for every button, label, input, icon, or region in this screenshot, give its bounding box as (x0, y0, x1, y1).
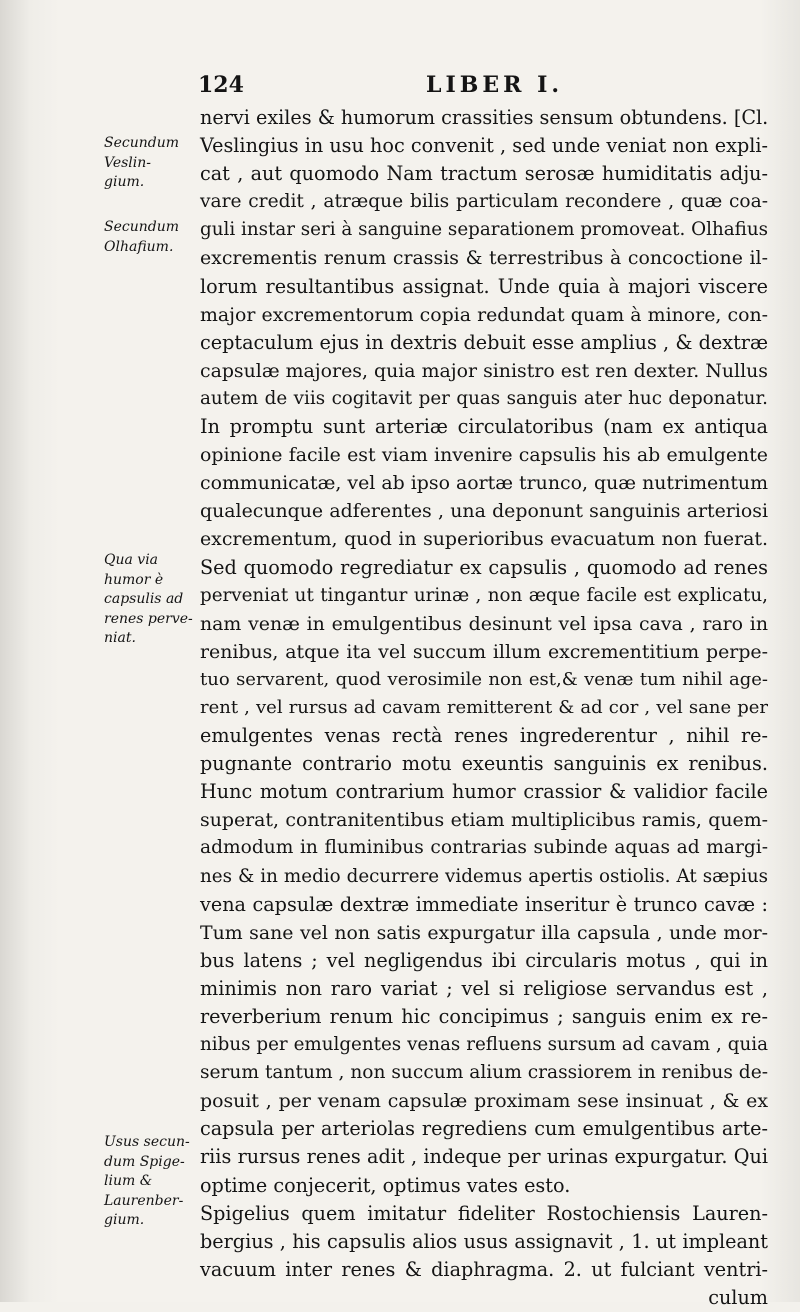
text-line: qualecunque adferentes , una deponunt sanguinis arteriosi (200, 500, 768, 523)
page-header (196, 72, 756, 102)
text-line: capsulæ majores, quia major sinistro est ren dexter. Nullus (200, 359, 768, 382)
margin-note-line: humor è (104, 571, 164, 588)
text-line: autem de viis cogitavit per quas sanguis ater huc deponatur. (200, 387, 768, 409)
margin-note-line: renes perve- (104, 610, 193, 627)
text-line: nes & in medio decurrere videmus apertis ostiolis. At sæpius (200, 865, 768, 887)
text-line: admodum in fluminibus contrarias subinde aquas ad margi- (200, 837, 768, 859)
text-line: Spigelius quem imitatur fideliter Rostochiensis Lauren- (200, 1201, 768, 1225)
text-line: tuo servarent, quod verosimile non est,& venæ tum nihil age- (200, 668, 768, 690)
text-line: rent , vel rursus ad cavam remitterent & ad cor , vel sane per (200, 696, 768, 718)
text-line: guli instar seri à sanguine separationem promoveat. Olhafius (200, 219, 768, 241)
margin-note-qua-via (104, 551, 200, 649)
margin-note-veslingius (104, 134, 200, 193)
text-line: emulgentes venas rectà renes ingrederentur , nihil re- (200, 724, 768, 748)
text-line: vare credit , atræque bilis particulam recondere , quæ coa- (200, 191, 768, 213)
text-line: cat , aut quomodo Nam tractum serosæ humiditatis adju- (200, 162, 768, 186)
text-line: posuit , per venam capsulæ proximam sese insinuat , & ex (200, 1090, 768, 1113)
text-line: perveniat ut tingantur urinæ , non æque facile est explicatu, (200, 584, 768, 606)
margin-note-line: lium & (104, 1173, 153, 1189)
running-title: LIBER I. (426, 72, 564, 98)
text-line: communicatæ, vel ab ipso aortæ trunco, quæ nutrimentum (200, 472, 768, 495)
text-line: In promptu sunt arteriæ circulatoribus (nam ex antiqua (200, 415, 768, 439)
text-line: minimis non raro variat ; vel si religiose servandus est , (200, 976, 768, 1000)
text-line: renibus, atque ita vel succum illum excrementitium perpe- (200, 640, 768, 663)
page-number: 124 (198, 72, 244, 98)
margin-note-line: dum Spige- (104, 1153, 185, 1170)
text-line: opinione facile est viam invenire capsulis his ab emulgente (200, 444, 768, 467)
margin-note-line: gium. (104, 174, 145, 190)
text-line: optime conjecerit, optimus vates esto. (200, 1173, 571, 1197)
text-line: vena capsulæ dextræ immediate inseritur è trunco cavæ : (200, 892, 768, 916)
text-line: ceptaculum ejus in dextris debuit esse amplius , & dextræ (200, 330, 768, 354)
margin-note-line: Laurenber- (104, 1192, 184, 1209)
text-line: Tum sane vel non satis expurgatur illa capsula , unde mor- (200, 921, 768, 944)
text-line: riis rursus renes adit , indeque per urinas expurgatur. Qui (200, 1145, 768, 1169)
text-line: vacuum inter renes & diaphragma. 2. ut fulciant ventri- (200, 1257, 768, 1281)
text-line: major excrementorum copia redundat quam à minore, con- (200, 303, 768, 326)
text-line: superat, contranitentibus etiam multiplicibus ramis, quem- (200, 809, 768, 832)
text-line: pugnante contrario motu exeuntis sanguinis ex renibus. (200, 752, 768, 776)
margin-note-olhafius (104, 218, 200, 257)
margin-note-line: Qua via (104, 552, 159, 568)
margin-note-line: Veslin- (104, 154, 151, 171)
text-line: bergius , his capsulis alios usus assignavit , 1. ut impleant (200, 1229, 768, 1253)
text-line: excrementis renum crassis & terrestribus à concoctione il- (200, 247, 768, 270)
text-line: Hunc motum contrarium humor crassior & validior facile (200, 780, 768, 804)
text-line: nibus per emulgentes venas refluens sursum ad cavam , quia (200, 1034, 768, 1056)
text-line: serum tantum , non succum alium crassiorem in renibus de- (200, 1062, 768, 1084)
margin-note-line: Usus secun- (104, 1134, 190, 1150)
text-line: bus latens ; vel negligendus ibi circularis motus , qui in (200, 948, 768, 972)
text-line: nervi exiles & humorum crassities sensum obtundens. [Cl. (200, 106, 769, 129)
text-line: lorum resultantibus assignat. Unde quia à majori viscere (200, 274, 768, 298)
text-line: Sed quomodo regrediatur ex capsulis , quomodo ad renes (200, 555, 768, 579)
text-line: Veslingius in usu hoc convenit , sed unde veniat non expli- (200, 134, 768, 158)
margin-note-line: gium. (104, 1212, 145, 1228)
margin-note-line: Secundum (104, 135, 180, 151)
margin-note-line: Olhafium. (104, 238, 174, 255)
margin-note-usus (104, 1133, 200, 1231)
text-line: nam venæ in emulgentibus desinunt vel ipsa cava , raro in (200, 612, 768, 635)
margin-note-line: Secundum (104, 219, 180, 235)
text-line: excrementum, quod in superioribus evacuatum non fuerat. (200, 528, 768, 551)
text-line: capsula per arteriolas regrediens cum emulgentibus arte- (200, 1117, 768, 1141)
margin-note-line: niat. (104, 630, 136, 646)
text-line: reverberium renum hic concipimus ; sanguis enim ex re- (200, 1005, 768, 1028)
main-text-block (200, 104, 768, 1312)
catchword: culum (708, 1285, 768, 1309)
margin-note-line: capsulis ad (104, 591, 184, 607)
